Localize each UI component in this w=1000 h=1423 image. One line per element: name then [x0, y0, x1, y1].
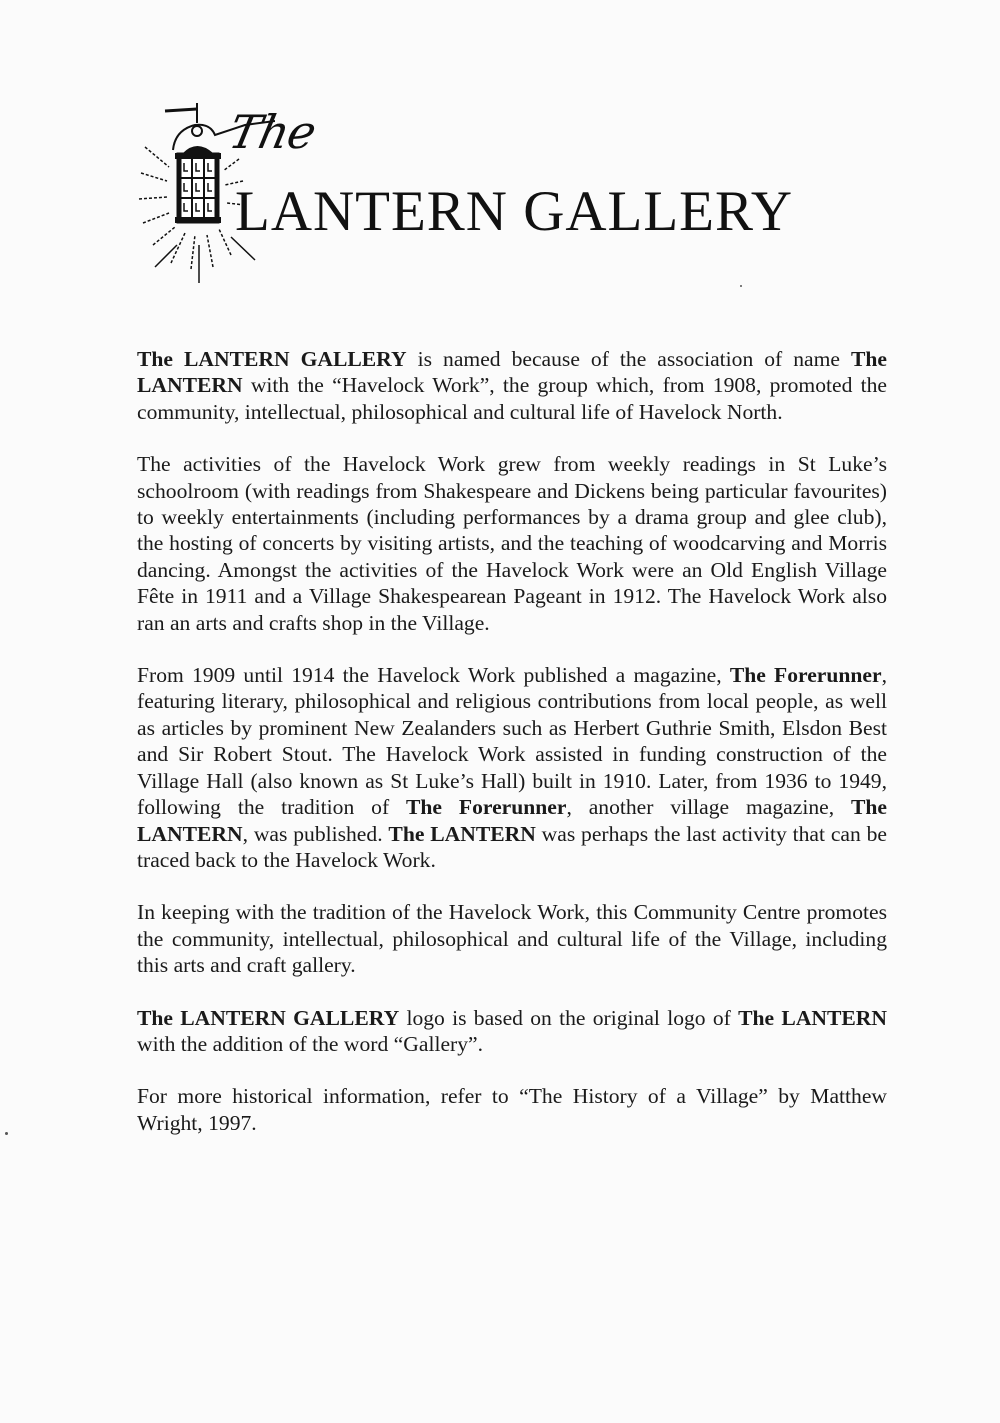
- text: was perhaps the last activity that can be traced back to the Havelock Work.: [137, 821, 888, 872]
- text: The activities of the Havelock Work grew from weekly readings in St Luke’s schoolroom (with readings from Shakespeare and Dickens being particular favourites) to weekly entertainments (including performances by a drama group and glee club), the hosting of concerts by visiting artists, and the teaching of woodcarving and Morris dancing. Amongst the activities of the Havelock Work were an Old English Village Fête in 1911 and a Village Shakespearean Pageant in 1912. The Havelock Work also ran an arts and crafts shop in the Village.: [137, 452, 887, 635]
- bold-text: The LANTERN GALLERY: [137, 1005, 400, 1030]
- logo-script-the: The: [224, 105, 321, 159]
- logo-title: LANTERN GALLERY: [235, 180, 794, 243]
- text: From 1909 until 1914 the Havelock Work published a magazine,: [137, 663, 730, 688]
- bold-text: The LANTERN: [137, 347, 887, 398]
- text: , featuring literary, philosophical and religious contributions from local people, as well as articles by prominent New Zealanders such as Herbert Guthrie Smith, Elsdon Best and Sir Robert Stout. The Havelock Work assisted in funding construction of the Village Hall (also known as St Luke’s Hall) built in 1910. Later, from 1936 to 1949, following the tradition of: [137, 663, 887, 820]
- bold-text: The LANTERN: [738, 1005, 887, 1030]
- paragraph-activities: [137, 451, 887, 636]
- text: , another village magazine,: [566, 795, 851, 820]
- text: For more historical information, refer to “The History of a Village” by Matthew Wright, 1997.: [137, 1084, 887, 1135]
- text: logo is based on the original logo of: [399, 1005, 739, 1030]
- bold-text: The Forerunner: [406, 795, 567, 820]
- bold-text: The LANTERN: [137, 795, 887, 846]
- bold-text: The LANTERN GALLERY: [137, 347, 407, 371]
- text: , was published.: [242, 821, 389, 846]
- paragraph-tradition: [137, 899, 887, 978]
- bold-text: The Forerunner: [729, 663, 882, 688]
- text: with the “Havelock Work”, the group which, from 1908, promoted the community, intellectual, philosophical and cultural life of Havelock North.: [137, 373, 887, 424]
- bold-text: The LANTERN: [388, 821, 536, 846]
- paragraph-forerunner: [137, 662, 887, 873]
- scan-speck: [740, 285, 742, 287]
- text: In keeping with the tradition of the Havelock Work, this Community Centre promotes the community, intellectual, philosophical and cultural life of the Village, including this arts and craft gallery.: [137, 900, 887, 978]
- lantern-gallery-logo: [135, 95, 875, 290]
- text: with the addition of the word “Gallery”.: [137, 1031, 483, 1056]
- paragraph-logo: [137, 1005, 887, 1058]
- paragraph-intro: [137, 346, 887, 425]
- document-body: [137, 346, 887, 1162]
- scan-speck: [5, 1132, 8, 1135]
- paragraph-reference: [137, 1083, 887, 1136]
- text: is named because of the association of name: [406, 347, 851, 371]
